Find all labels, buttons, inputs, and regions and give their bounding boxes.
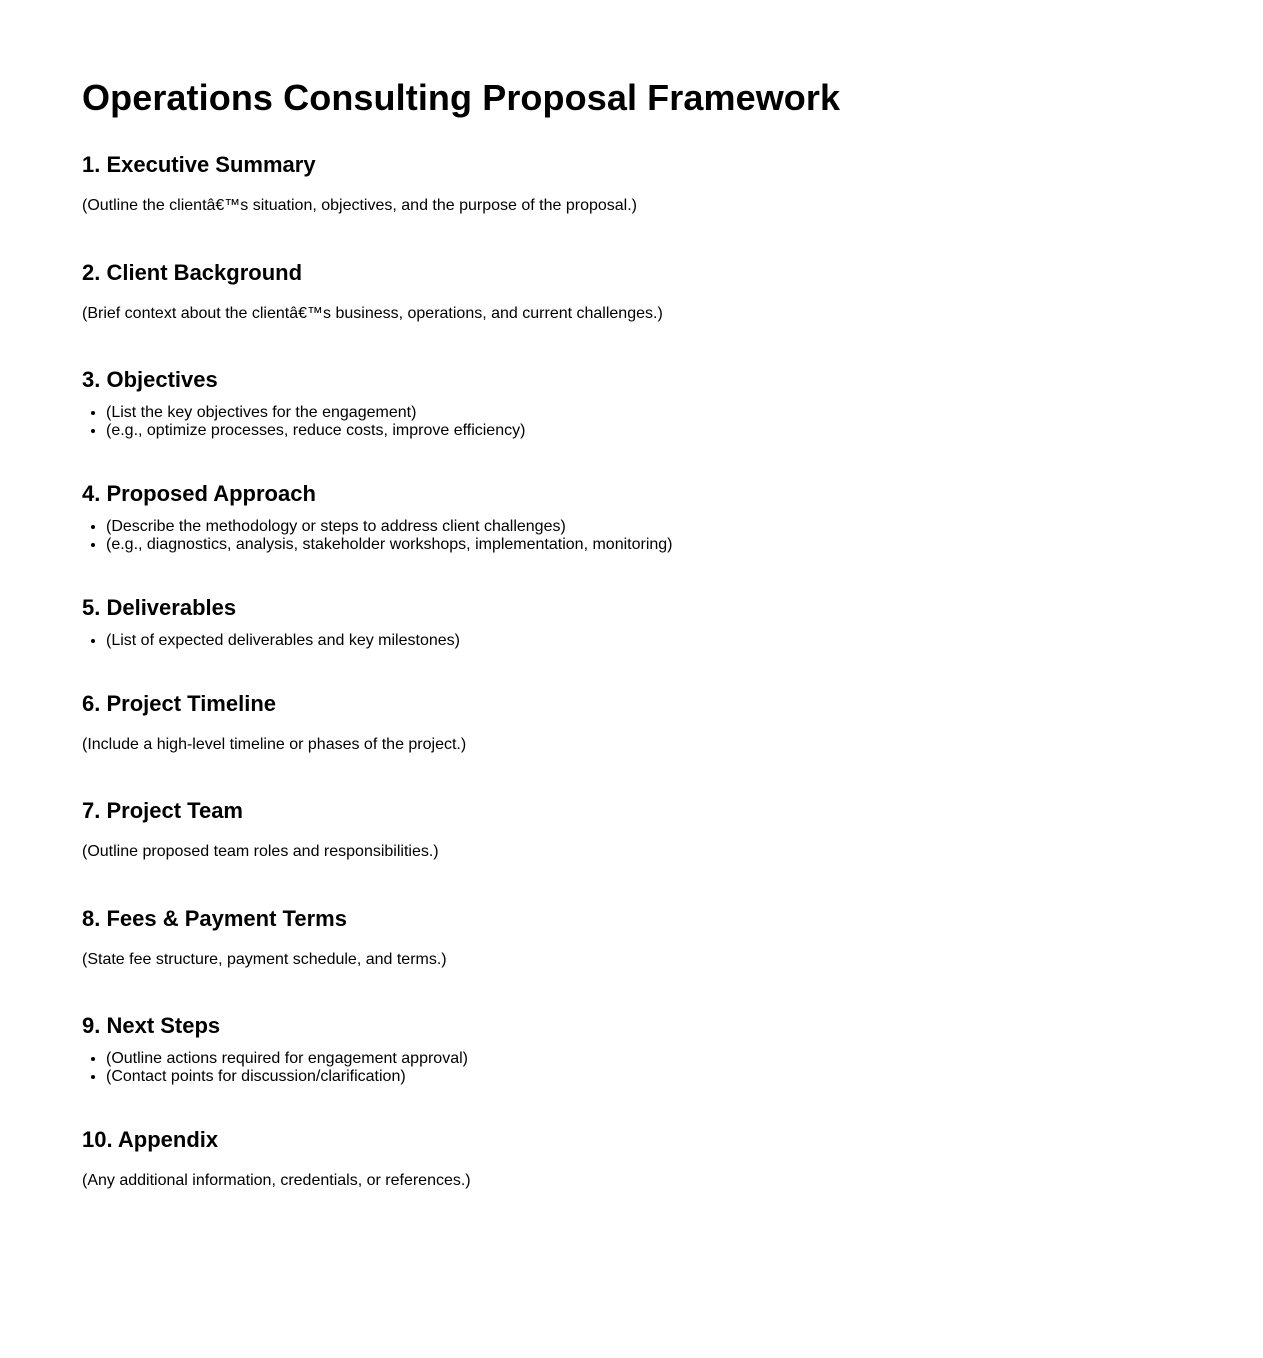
section-next-steps (82, 1012, 1263, 1086)
section-list (82, 632, 1263, 650)
section-deliverables (82, 594, 1263, 650)
list-item: • (Describe the methodology or steps to address client challenges) (106, 518, 1263, 536)
section-client-background (82, 259, 1263, 323)
section-objectives (82, 366, 1263, 440)
section-heading: 9. Next Steps (82, 1013, 221, 1038)
section-text: (State fee structure, payment schedule, and terms.) (82, 951, 447, 968)
section-proposed-approach (82, 480, 1263, 554)
section-executive-summary (82, 151, 1263, 215)
section-heading: 6. Project Timeline (82, 691, 277, 716)
list-item: • (Contact points for discussion/clarification) (106, 1068, 1263, 1086)
list-item: • (e.g., diagnostics, analysis, stakeholder workshops, implementation, monitoring) (106, 536, 1263, 554)
section-heading: 2. Client Background (82, 260, 303, 285)
list-item: • (e.g., optimize processes, reduce costs, improve efficiency) (106, 422, 1263, 440)
document-title: Operations Consulting Proposal Framework (82, 77, 841, 118)
section-heading: 10. Appendix (82, 1127, 219, 1152)
section-project-team (82, 797, 1263, 861)
section-heading: 1. Executive Summary (82, 152, 316, 177)
section-fees-payment-terms (82, 905, 1263, 969)
section-heading: 4. Proposed Approach (82, 481, 316, 506)
list-item: • (Outline actions required for engagement approval) (106, 1050, 1263, 1068)
section-text: (Brief context about the clientâ€™s business, operations, and current challenges.) (82, 305, 663, 322)
section-appendix (82, 1126, 1263, 1190)
section-text: (Any additional information, credentials, or references.) (82, 1172, 471, 1189)
section-heading: 3. Objectives (82, 367, 218, 392)
section-text: (Outline proposed team roles and responsibilities.) (82, 843, 439, 860)
section-text: (Outline the clientâ€™s situation, objectives, and the purpose of the proposal.) (82, 197, 637, 214)
section-list (82, 518, 1263, 554)
section-heading: 8. Fees & Payment Terms (82, 906, 347, 931)
list-item: • (List of expected deliverables and key milestones) (106, 632, 1263, 650)
section-text: (Include a high-level timeline or phases of the project.) (82, 736, 467, 753)
section-heading: 7. Project Team (82, 798, 243, 823)
section-list (82, 404, 1263, 440)
section-project-timeline (82, 690, 1263, 754)
section-list (82, 1050, 1263, 1086)
section-heading: 5. Deliverables (82, 595, 237, 620)
list-item: • (List the key objectives for the engagement) (106, 404, 1263, 422)
